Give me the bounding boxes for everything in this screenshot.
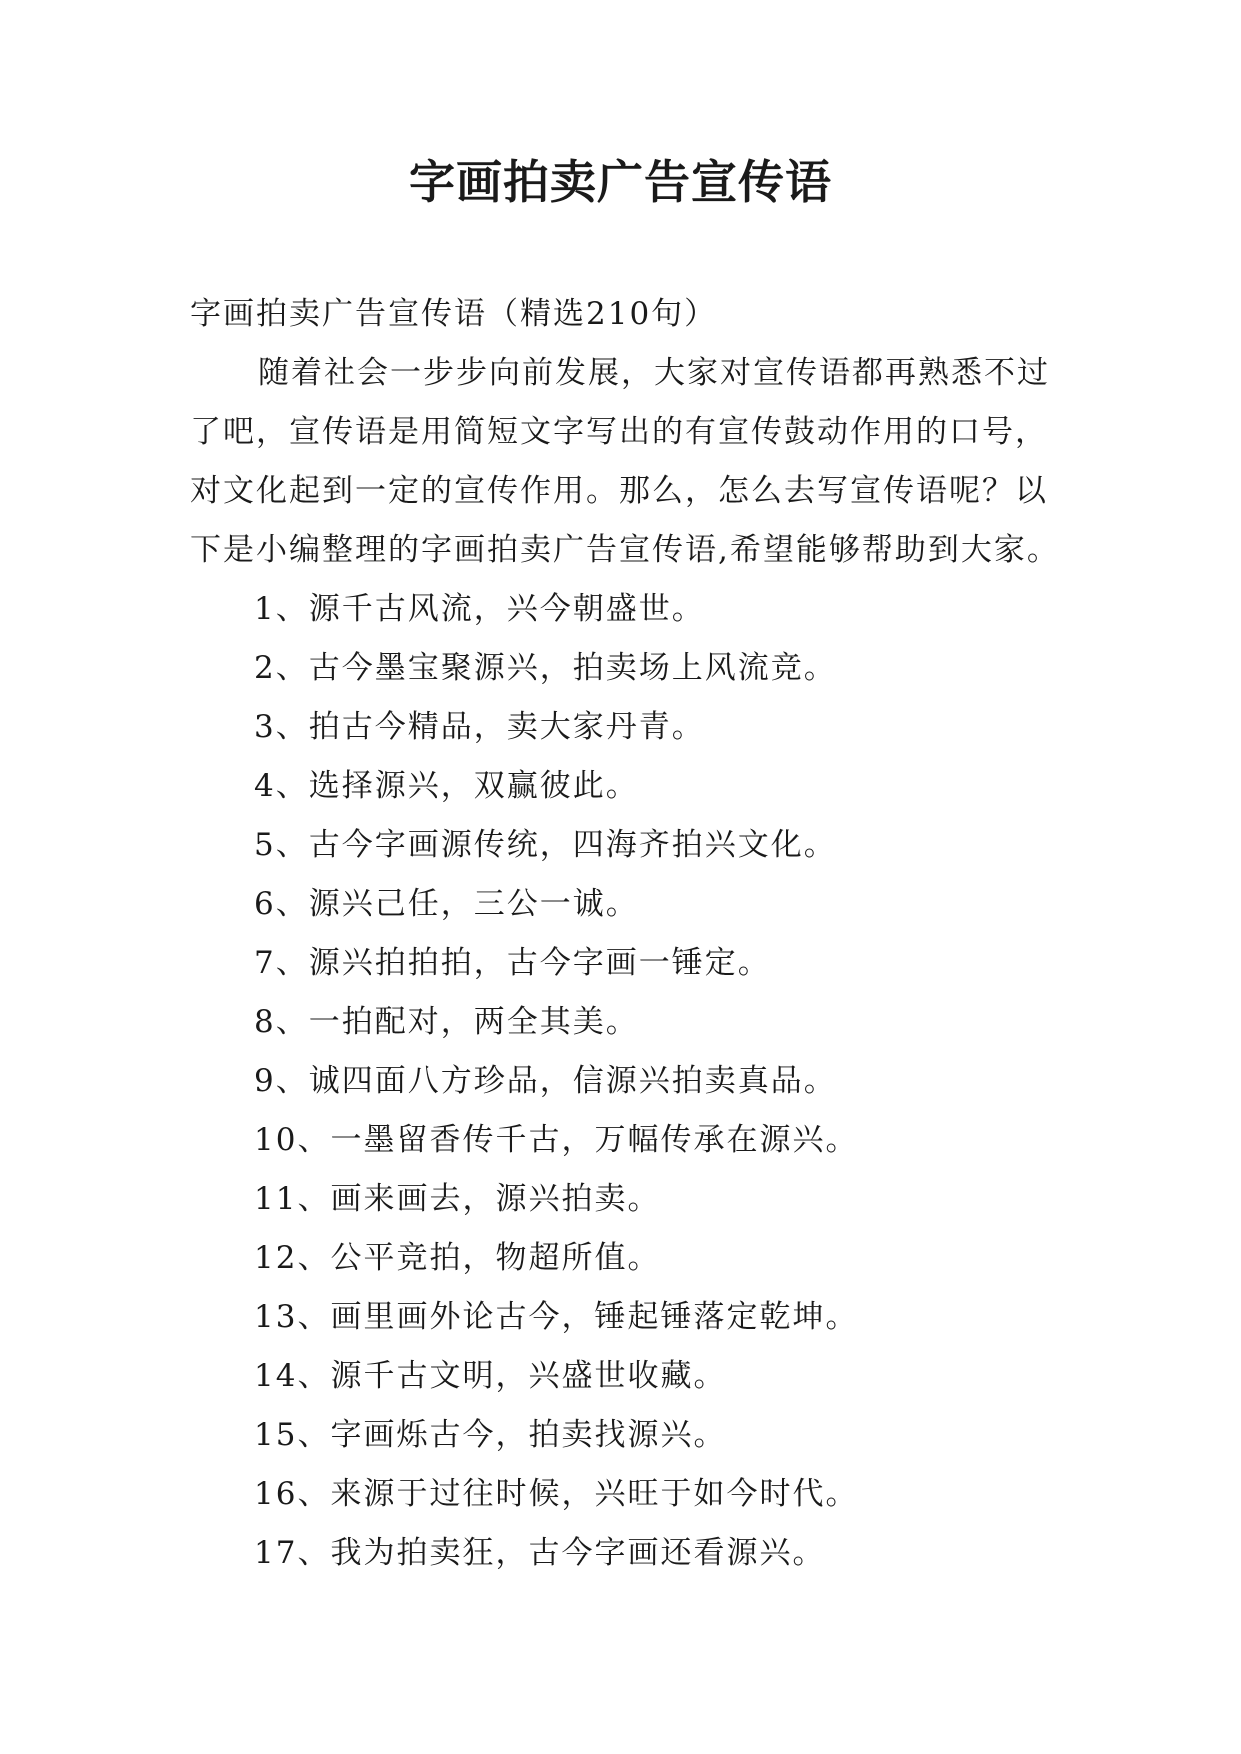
list-item: 15、字画烁古今，拍卖找源兴。 — [254, 1417, 727, 1453]
list-item: 7、源兴拍拍拍，古今字画一锤定。 — [254, 945, 771, 981]
list-item: 9、诚四面八方珍品，信源兴拍卖真品。 — [254, 1063, 837, 1099]
list-item: 8、一拍配对，两全其美。 — [254, 1004, 639, 1040]
list-item: 13、画里画外论古今，锤起锤落定乾坤。 — [254, 1299, 859, 1335]
list-item: 1、源千古风流，兴今朝盛世。 — [254, 591, 705, 627]
document-subtitle: 字画拍卖广告宣传语（精选210句） — [190, 296, 718, 332]
intro-paragraph: 随着社会一步步向前发展，大家对宣传语都再熟悉不过了吧，宣传语是用简短文字写出的有宣传鼓动作用的口号，对文化起到一定的宣传作用。那么，怎么去写宣传语呢？以下是小编整理的字画拍卖广告宣传语,希望能够帮助到大家。 — [190, 355, 1060, 568]
list-item: 11、画来画去，源兴拍卖。 — [254, 1181, 661, 1217]
list-item: 4、选择源兴，双赢彼此。 — [254, 768, 639, 804]
document-body — [190, 285, 1080, 1583]
list-item: 16、来源于过往时候，兴旺于如今时代。 — [254, 1476, 859, 1512]
list-item: 3、拍古今精品，卖大家丹青。 — [254, 709, 705, 745]
slogan-list — [190, 580, 1080, 1583]
list-item: 5、古今字画源传统，四海齐拍兴文化。 — [254, 827, 837, 863]
list-item: 17、我为拍卖狂，古今字画还看源兴。 — [254, 1535, 826, 1571]
list-item: 10、一墨留香传千古，万幅传承在源兴。 — [254, 1122, 859, 1158]
list-item: 12、公平竞拍，物超所值。 — [254, 1240, 661, 1276]
list-item: 6、源兴己任，三公一诚。 — [254, 886, 639, 922]
list-item: 14、源千古文明，兴盛世收藏。 — [254, 1358, 727, 1394]
document-title: 字画拍卖广告宣传语 — [409, 155, 832, 209]
list-item: 2、古今墨宝聚源兴，拍卖场上风流竞。 — [254, 650, 837, 686]
